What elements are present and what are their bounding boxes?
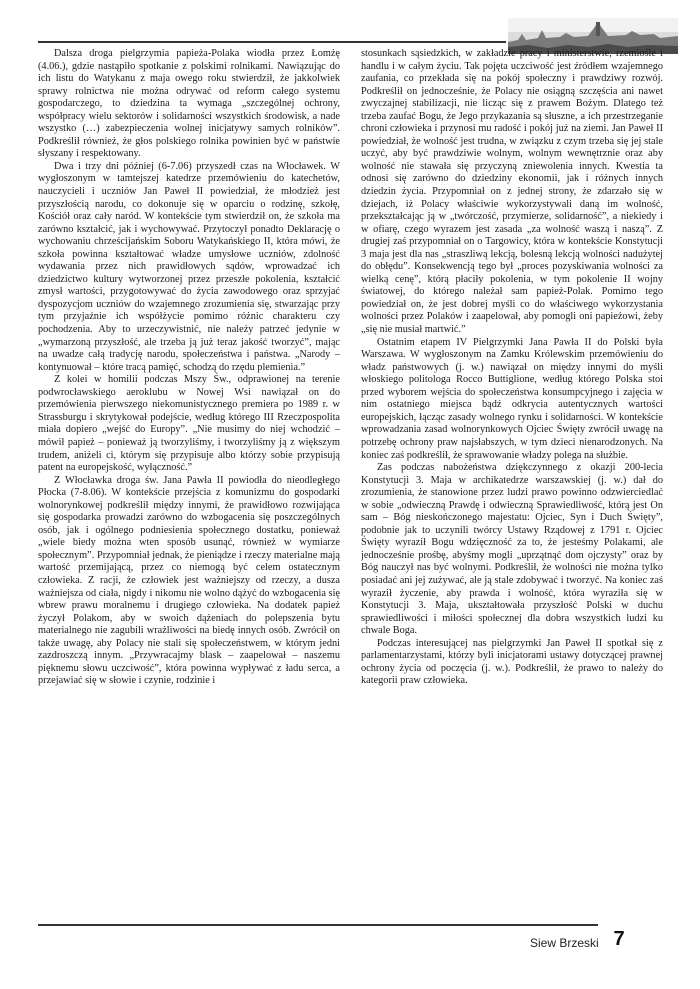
footer-rule — [38, 924, 598, 926]
page-number: 7 — [613, 928, 625, 950]
article-paragraph: Dwa i trzy dni później (6-7.06) przyszedł czas na Włocławek. W wygłoszonym w tamtejszej katedrze przemówieniu do katechetów, nauczycieli i uczniów Jan Paweł II powiedział, że młodzież jest przyszłością narodu, co dokonuje się w oparciu o rodzinę, szkołę, Kościół oraz cały naród. W kontekście tym stwierdził on, że szkoła ma zarówno kształcić, jak i wychowywać. Przytoczył ponadto Deklarację o wychowaniu chrześcijańskim Soboru Watykańskiego II, która mówi, że szkoła powinna kształtować władze umysłowe uczniów, zdolność wydawania przez nich prawidłowych sądów, wprowadzać ich dziedzictwo kultury wytworzonej przez przeszłe pokolenia, kształcić zmysł wartości, przygotowywać do życia zawodowego oraz sprzyjać dyspozycjom uczniów do wzajemnego zrozumienia się, stwarzając przy tym przyjaźnie ich współżycie pomimo różnic charakteru czy pochodzenia. Aby to urzeczywistnić, nie należy patrzeć jedynie w „wymarzoną przyszłość, ale trzeba ją już teraz jakość tworzyć”, mając na uwadze całą tradycję narodu, społeczeństwa i państwa. „Narody – kontynuował – które tracą pamięć, schodzą do rzędu plemienia.” — [38, 160, 340, 373]
article-paragraph: stosunkach sąsiedzkich, w zakładzie pracy i ministerstwie, rzemiośle i handlu i w całym życiu. Tak pojęta uczciwość jest źródłem wzajemnego zaufania, co przekłada się na pokój społeczny i prawdziwy rozwój. Podkreślił on jednocześnie, że Polacy nie osiągną szczęścia ani nawet zwyczajnej stabilizacji, nie licząc się z prawem Bożym. Dlatego też trzeba zaufać Bogu, że Jego przykazania są słuszne, a ich przestrzeganie chroni człowieka i przynosi mu radość i pokój już na ziemi. Jan Paweł II powiedział, że wolność jest trudna, w związku z czym trzeba się jej stale uczyć, aby być prawdziwie wolnym, wolnym wewnętrznie oraz aby wolność nie stawała się przyczyną zniewolenia innych. Kwestia ta odnosi się zarówno do dziedziny ekonomii, jak i różnych innych dziedzin życia. Przypomniał on z jednej strony, że zdarzało się w dziejach, iż Polacy właściwie wykorzystywali daną im wolność, przekształcając ją w „twórczość, przymierze, solidarność”, a niekiedy i w ofiarę, czego wyrazem jest zasada „za wolność waszą i naszą”. Z drugiej zaś przypomniał on o Targowicy, która w kontekście Konstytucji 3 maja jest dla nas „straszliwą lekcją, bolesną lekcją wolności nadużytej do obłędu”. Konsekwencją tego był „proces pozyskiwania wolności za wielką cenę”, którą płaciły pokolenia, w tym pokolenie II wojny światowej, do którego należał sam papież-Polak. Pomimo tego powiedział on, że jest dobrej myśli co do właściwego wykorzystania wolności przez Polaków i zaapelował, aby pomogli oni papieżowi, żeby „się nie musiał martwić.” — [361, 48, 663, 336]
article-paragraph: Dalsza droga pielgrzymia papieża-Polaka wiodła przez Łomżę (4.06.), gdzie nastąpiło spotkanie z polskimi rolnikami. Nawiązując do ich listu do Watykanu z maja owego roku stwierdził, że jakkolwiek sprawy rolnictwa nie można odrywać od reform całego systemu gospodarczego, to dziedzina ta wymaga „szczególnej ochrony, współpracy wielu sektorów i solidarności wszystkich środowisk, a nade wszystko (…) zabezpieczenia wolnej inicjatywy samych rolników”. Podkreślił również, że głos polskiego rolnika powinien być w państwie słyszany i respektowany. — [38, 48, 340, 160]
article-paragraph: Z kolei w homilii podczas Mszy Św., odprawionej na terenie podwrocławskiego aeroklubu w Nowej Wsi nawiązał on do przemówienia pierwszego niekomunistycznego premiera po 1989 r. w Strassburgu i skrytykował podejście, według którego III Rzeczpospolita miała dopiero „wejść do Europy”. „Nie musimy do niej wchodzić – mówił papież – ponieważ ją tworzyliśmy, i tworzyliśmy ją z większym trudem, aniżeli ci, którym się przypisuje albo którzy sobie przypisują patent na europejskość, wyłączność.” — [38, 374, 340, 474]
left-article-column — [38, 48, 340, 908]
publication-title: Siew Brzeski — [530, 936, 599, 950]
article-paragraph: Podczas interesującej nas pielgrzymki Jan Paweł II spotkał się z parlamentarzystami, którzy byli inicjatorami ustawy dotyczącej prawnej ochrony życia od poczęcia (j. w.). Podkreślił, że prawo to należy do kategorii praw człowieka. — [361, 637, 663, 687]
header-rule — [38, 41, 506, 43]
right-article-column — [361, 48, 663, 908]
article-paragraph: Zas podczas nabożeństwa dziękczynnego z okazji 200-lecia Konstytucji 3. Maja w archikatedrze warszawskiej (j. w.) dał do zrozumienia, że stanowione przez ludzi prawo powinno odzwierciedlać w sobie „odwieczną Prawdę i odwieczną Sprawiedliwość, którą jest On sam – Bóg nieskończonego majestatu: Ojciec, Syn i Duch Święty”, podobnie jak to uczynili twórcy Ustawy Rządowej z 1791 r. Ojciec Święty wyraził Bogu wdzięczność za to, że jesteśmy Polakami, ale jednocześnie prośbę, abyśmy mogli „uprzątnąć dom ojczysty” oraz by Bóg nauczył nas być wolnymi. Podkreślił, że wolności nie można tylko posiadać ani jej zużywać, ale ją stale zdobywać i tworzyć. Na koniec zaś wyraził życzenie, aby prawda i wolność, która wyraziła się w Konstytucji 3. Maja, ukształtowała przyszłość Polski w duchu sprawiedliwości i miłości społecznej dla dobra wszystkich ludzi ku chwale Boga. — [361, 462, 663, 637]
article-paragraph: Z Włocławka droga św. Jana Pawła II powiodła do nieodległego Płocka (7-8.06). W kontekście przejścia z komunizmu do gospodarki wolnorynkowej podkreślił między innymi, że prawidłowo rozwijająca się gospodarka prowadzi zarówno do wzbogacenia się poszczególnych osób, jak i ogólnego podniesienia społecznego dostatku, ponieważ „wiele biedy można wten sposób usunąć, również w wymiarze społecznym”. Przypomniał jednak, że pieniądze i rzeczy materialne mają wartość przemijającą, przez co niemogą być celem ostatecznym człowieka. Z racji, że człowiek jest ważniejszy od rzeczy, a dusza ważniejsza od ciała, nigdy i nikomu nie wolno dążyć do wzbogacenia się wbrew prawu moralnemu i drugiego człowieka. Na dodatek papież życzył Polakom, aby w swoich dążeniach do polepszenia bytu materialnego nie zagubili wrażliwości na biedę innych osób. Zwrócił on także uwagę, aby Polacy nie stali się społeczeństwem, w którym jedni zazdroszczą innym. „Przywracajmy blask – zaapelował – naszemu pięknemu słowu uczciwość”, która powinna wypływać z ładu serca, a przejawiać się w słowie i czynie, rodzinie i — [38, 474, 340, 687]
article-paragraph: Ostatnim etapem IV Pielgrzymki Jana Pawła II do Polski była Warszawa. W wygłoszonym na Zamku Królewskim przemówieniu do władz państwowych (j. w.) nawiązał on między innymi do myśli włoskiego politologa Rocco Buttiglione, według którego Polska stoi przed wyborem wejścia do społeczeństwa konsumpcyjnego i zajęcia w nim ostatniego miejsca bądź odkrycia autentycznych wartości europejskich, łącząc zasady wolnego rynku i solidarności. W kontekście wprowadzania zasad wolnorynkowych Ojciec Święty zwrócił uwagę na potrzebę ochrony praw najsłabszych, w tym dzieci nienarodzonych. Na koniec zaś podkreślił, że sprawowanie władzy polega na służbie. — [361, 336, 663, 461]
